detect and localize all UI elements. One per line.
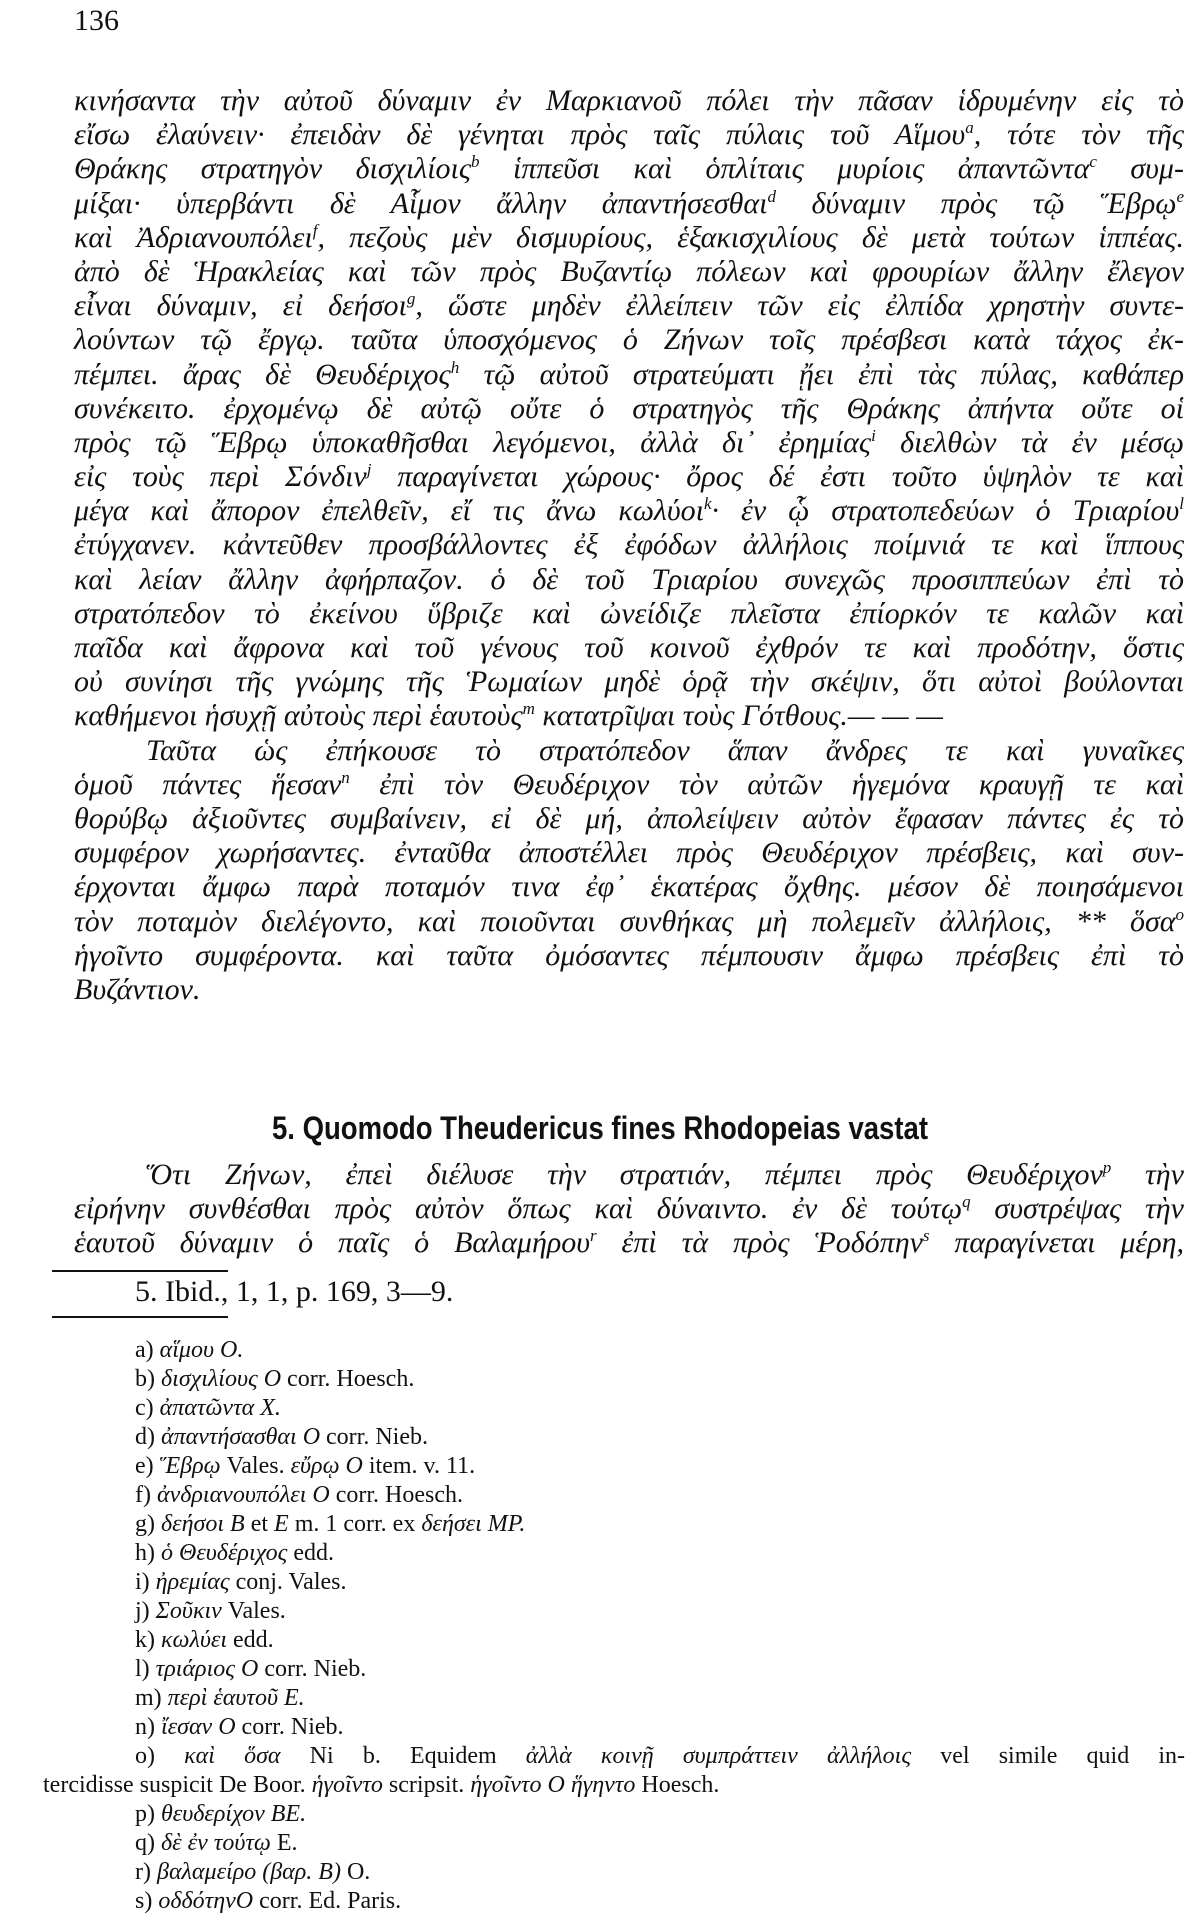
footnote [135,1597,1185,1626]
text-segment: πρὸς τῷ Ἕβρῳ ὑποκαθῆσθαι λεγόμενοι, ἀλλὰ δι᾽ ἐρημίας [74,425,872,459]
text-line [74,734,1184,768]
text-segment: j) [135,1598,156,1624]
text-line [74,802,1184,836]
text-segment: corr. Nieb. [320,1424,428,1450]
text-segment: παραγίνεται μέρη, [929,1226,1184,1260]
text-segment: ἡγοῖντο συμφέροντα. καὶ ταῦτα ὀμόσαντες πέμπουσιν ἄμφω πρέσβεις ἐπὶ τὸ [74,938,1184,972]
text-segment: b) [135,1366,161,1392]
text-segment: Ni b. Equidem [280,1743,526,1769]
text-segment: θορύβῳ ἀξιοῦντες συμβαίνειν, εἰ δὲ μή, ἀπολείψειν αὐτὸν ἔφασαν πάντες ἐς τὸ [74,801,1184,835]
text-line [74,1226,1184,1260]
text-segment: tercidisse suspicit De Boor. [43,1772,312,1798]
text-line [74,768,1184,802]
footnote [135,1365,1185,1394]
text-line [74,665,1184,699]
footnote-marker: i [871,425,876,445]
text-segment: corr. Hoesch. [329,1482,464,1508]
footnote-marker: c [1089,152,1097,172]
footnotes [43,1336,1186,1916]
footnote [135,1800,1185,1829]
text-line [74,836,1184,870]
greek-citation: δεήσει MP. [421,1511,526,1537]
text-line [74,84,1184,118]
text-line [74,631,1184,665]
footnote-marker: l [1179,494,1184,514]
footnote-marker: n [341,767,350,787]
text-segment: εἰρήνην συνθέσθαι πρὸς αὐτὸν ὅπως καὶ δύναιντο. ἐν δὲ τούτῳ [74,1192,963,1226]
text-segment: Hoesch. [635,1772,720,1798]
text-segment: συστρέψας τὴν [970,1192,1184,1226]
text-segment: συνέκειτο. ἐρχομένῳ δὲ αὐτῷ οὔτε ὁ στρατηγὸς τῆς Θράκης ἀπήντα οὔτε οἱ [74,391,1184,425]
greek-citation: E [274,1511,289,1537]
text-line [74,528,1184,562]
text-segment: τὴν [1111,1158,1184,1191]
text-segment: συμ- [1096,152,1184,186]
text-segment: συμφέρον χωρήσαντες. ἐνταῦθα ἀποστέλλει πρὸς Θευδέριχον πρέσβεις, καὶ συν- [74,836,1184,870]
text-line [74,563,1184,597]
text-segment: πέμπει. ἄρας δὲ Θευδέριχος [74,357,451,391]
text-line [74,255,1184,289]
text-line [74,973,1184,1007]
text-segment: εἴσω ἐλαύνειν· ἐπειδὰν δὲ γένηται πρὸς ταῖς πύλαις τοῦ Αἵμου [74,118,966,152]
text-segment: corr. Nieb. [235,1714,344,1740]
text-line [74,494,1184,528]
footnote [135,1568,1185,1597]
main-text [74,84,1184,1007]
footnote [135,1394,1185,1423]
footnote-marker: p [1102,1158,1112,1177]
greek-citation: θευδερίχον BE. [161,1801,307,1827]
text-segment: τὸν ποταμὸν διελέγοντο, καὶ ποιοῦνται συνθήκας μὴ πολεμεῖν ἀλλήλοις, ** ὅσα [74,904,1176,938]
text-segment: ἐτύγχανεν. κἀντεῦθεν προσβάλλοντες ἐξ ἐφόδων ἀλλήλοις ποίμνιά τε καὶ ἵππους [74,528,1184,562]
text-segment: λούντων τῷ ἔργῳ. ταῦτα ὑποσχόμενος ὁ Ζήνων τοῖς πρέσβεσι κατὰ τάχος ἐκ- [74,323,1184,357]
footnote [135,1713,1185,1742]
text-line [74,221,1184,255]
text-segment: , πεζοὺς μὲν δισμυρίους, ἑξακισχιλίους δὲ μετὰ τούτων ἱππέας. [317,220,1185,254]
text-segment: εἰς τοὺς περὶ Σόνδιν [74,460,367,494]
text-line [74,905,1184,939]
text-segment: παραγίνεται χώρους· ὄρος δέ ἐστι τοῦτο ὑψηλὸν τε καὶ [371,460,1184,494]
text-line [74,152,1184,186]
text-segment: m. 1 corr. ex [288,1511,422,1537]
greek-citation: δὲ ἐν τούτῳ [161,1830,271,1856]
text-segment: παῖδα καὶ ἄφρονα καὶ τοῦ γένους τοῦ κοινοῦ ἐχθρόν τε καὶ προδότην, ὅστις [74,631,1184,664]
text-segment: E. [270,1830,298,1856]
footnote [135,1742,1185,1771]
greek-citation: καὶ ὅσα [184,1743,281,1769]
text-line [74,392,1184,426]
text-segment: n) [135,1714,161,1740]
text-segment: μίξαι· ὑπερβάντι δὲ Αἷμον ἄλλην ἀπαντήσεσθαι [74,186,768,220]
text-line [74,118,1184,152]
text-line [74,870,1184,904]
greek-citation: αἵμου O. [159,1337,244,1363]
text-segment: στρατόπεδον τὸ ἐκείνου ὕβριζε καὶ ὠνείδιζε πλεῖστα ἐπίορκόν τε καλῶν καὶ [74,596,1184,630]
text-segment: vel simile quid in- [911,1743,1186,1769]
footnote [135,1452,1185,1481]
text-segment: διελθὼν τὰ ἐν μέσῳ [875,425,1184,459]
text-line [74,460,1184,494]
text-line [74,358,1184,392]
text-segment: a) [135,1337,160,1363]
text-segment: ὁμοῦ πάντες ἥεσαν [74,767,342,801]
text-segment: k) [135,1627,161,1653]
text-segment: item. v. 11. [362,1453,476,1479]
footnote [135,1684,1185,1713]
text-segment: O. [340,1859,371,1885]
footnote-marker: f [312,220,318,240]
footnote-marker: b [471,152,480,172]
text-segment: et [244,1511,275,1537]
footnote [135,1829,1185,1858]
text-segment: Ταῦτα ὡς ἐπήκουσε τὸ στρατόπεδον ἅπαν ἄνδρες τε καὶ γυναῖκες [146,733,1184,767]
greek-citation: ἀπατῶντα X. [159,1395,281,1421]
footnote [135,1655,1185,1684]
greek-citation: Ἕβρῳ [159,1453,221,1479]
greek-citation: βαλαμείρο (βαρ. B) [156,1859,341,1885]
footnote-marker: h [450,357,460,377]
text-segment: i) [135,1569,156,1595]
greek-citation: κωλύει [161,1627,227,1653]
greek-citation: περὶ ἑαυτοῦ E. [167,1685,305,1711]
text-segment: έρχονται ἄμφω παρὰ ποταμόν τινα ἐφ᾽ ἑκατέρας ὄχθης. μέσον δὲ ποιησάμενοι [74,870,1184,904]
text-segment: καθήμενοι ἡσυχῇ αὐτοὺς περὶ ἑαυτοὺς [74,699,523,733]
text-segment: Θράκης στρατηγὸν δισχιλίοις [74,152,472,186]
text-segment: , ὥστε μηδὲν ἐλλείπειν τῶν εἰς ἐλπίδα χρηστὴν συντε- [415,289,1184,323]
text-segment: Ὅτι Ζήνων, ἐπεὶ διέλυσε τὴν στρατιάν, πέμπει πρὸς Θευδέριχον [146,1158,1103,1191]
footnote-marker: k [704,494,712,514]
greek-citation: δεήσοι B [161,1511,245,1537]
text-segment: τῷ αὐτοῦ στρατεύματι ᾔει ἐπὶ τὰς πύλας, καθάπερ [459,357,1184,391]
source-reference: 5. Ibid., 1, 1, p. 169, 3—9. [135,1275,454,1308]
text-line [74,426,1184,460]
text-segment: f) [135,1482,157,1508]
footnote [135,1481,1185,1510]
footnote-marker: e [1176,186,1184,206]
footnote-marker: m [522,699,535,719]
text-segment: · ἐν ᾧ στρατοπεδεύων ὁ Τριαρίου [711,494,1180,528]
footnote-marker: a [965,118,974,138]
text-line [74,289,1184,323]
text-segment: conj. Vales. [229,1569,347,1595]
text-segment: o) [135,1743,185,1769]
footnote [135,1539,1185,1568]
text-segment: καὶ λείαν ἄλλην ἀφήρπαζον. ὁ δὲ τοῦ Τριαρίου συνεχῶς προσιππεύων ἐπὶ τὸ [74,562,1184,596]
text-segment: edd. [287,1540,335,1566]
text-segment: Βυζάντιον. [74,972,201,1006]
text-segment: ἀπὸ δὲ Ἡρακλείας καὶ τῶν πρὸς Βυζαντίῳ πόλεων καὶ φρουρίων ἄλλην ἔλεγον [74,254,1184,288]
footnote [135,1510,1185,1539]
greek-citation: Σοῦκιν [155,1598,222,1624]
footnote-marker: g [406,289,416,309]
text-segment: e) [135,1453,160,1479]
greek-citation: δισχιλίους O [161,1366,282,1392]
page-number: 136 [74,4,119,37]
text-segment: ἑαυτοῦ δύναμιν ὁ παῖς ὁ Βαλαμήρου [74,1226,590,1260]
footnote [135,1858,1185,1887]
text-line [74,1158,1184,1192]
text-segment: καὶ Ἀδριανουπόλει [74,220,313,254]
text-segment: , τότε τὸν τῆς [973,118,1184,152]
footnote [43,1771,1185,1800]
footnote-marker: j [366,460,372,480]
greek-citation: ἀλλὰ κοινῇ συμπράττειν ἀλλήλοις [525,1743,912,1769]
text-segment: q) [135,1830,161,1856]
greek-citation: ἡγοῖντο O ἥγηντο [470,1772,636,1798]
footnote [135,1423,1185,1452]
text-segment: s) [135,1888,159,1914]
greek-citation: οδδότηνO [158,1888,254,1914]
footnote-marker: s [922,1226,930,1246]
text-segment: d) [135,1424,161,1450]
text-segment: οὐ συνίησι τῆς γνώμης τῆς Ῥωμαίων μηδὲ ὁρᾷ τὴν σκέψιν, ὅτι αὐτοὶ βούλονται [74,665,1184,699]
greek-citation: ἀνδριανουπόλει O [156,1482,330,1508]
footnote [135,1626,1185,1655]
greek-citation: ἠρεμίας [155,1569,230,1595]
divider [52,1270,228,1272]
text-line [74,323,1184,357]
footnote-marker: r [590,1226,597,1246]
footnote-marker: o [1175,904,1184,924]
text-segment: r) [135,1859,157,1885]
footnote-marker: q [962,1192,971,1212]
footnote [135,1336,1185,1365]
section-text [74,1158,1184,1261]
text-segment: g) [135,1511,161,1537]
text-segment: κινήσαντα τὴν αὐτοῦ δύναμιν ἐν Μαρκιανοῦ πόλει τὴν πᾶσαν ἱδρυμένην εἰς τὸ [74,84,1184,117]
text-segment: Vales. [221,1598,286,1624]
text-segment: εἶναι δύναμιν, εἰ δεήσοι [74,289,407,323]
text-segment: m) [135,1685,168,1711]
greek-citation: ἀπαντήσασθαι O [161,1424,321,1450]
section-heading: 5. Quomodo Theudericus fines Rhodopeias vastat [271,1110,928,1146]
text-line [74,1192,1184,1226]
text-segment: Vales. [220,1453,291,1479]
text-segment: δύναμιν πρὸς τῷ Ἕβρῳ [775,186,1177,220]
text-segment: ἱππεῦσι καὶ ὁπλίταις μυρίοις ἀπαντῶντα [479,152,1090,186]
greek-citation: τριάριος O [155,1656,259,1682]
footnote [135,1887,1185,1916]
footnote-marker: d [767,186,776,206]
footnote-divider [52,1316,228,1318]
text-segment: ἐπὶ τὸν Θευδέριχον τὸν αὐτῶν ἡγεμόνα κραυγῇ τε καὶ [349,767,1185,801]
text-segment: μέγα καὶ ἄπορον ἐπελθεῖν, εἴ τις ἄνω κωλύοι [74,494,704,528]
text-segment: scripsit. [382,1772,471,1798]
text-line [74,699,1184,733]
greek-citation: εὔρῳ O [290,1453,363,1479]
text-line [74,187,1184,221]
text-segment: corr. Hoesch. [281,1366,415,1392]
greek-citation: ἡγοῖντο [311,1772,383,1798]
text-line [74,939,1184,973]
greek-citation: ἴεσαν O [161,1714,236,1740]
text-segment: p) [135,1801,161,1827]
text-segment: ἐπὶ τὰ πρὸς Ῥοδόπην [596,1226,923,1260]
greek-citation: ὁ Θευδέριχος [161,1540,288,1566]
text-segment: edd. [227,1627,274,1653]
text-segment: corr. Ed. Paris. [253,1888,402,1914]
text-segment: h) [135,1540,161,1566]
text-segment: κατατρῖψαι τοὺς Γότθους.— — — [534,699,943,733]
text-segment: c) [135,1395,160,1421]
text-line [74,597,1184,631]
text-segment: corr. Nieb. [258,1656,367,1682]
text-segment: l) [135,1656,156,1682]
